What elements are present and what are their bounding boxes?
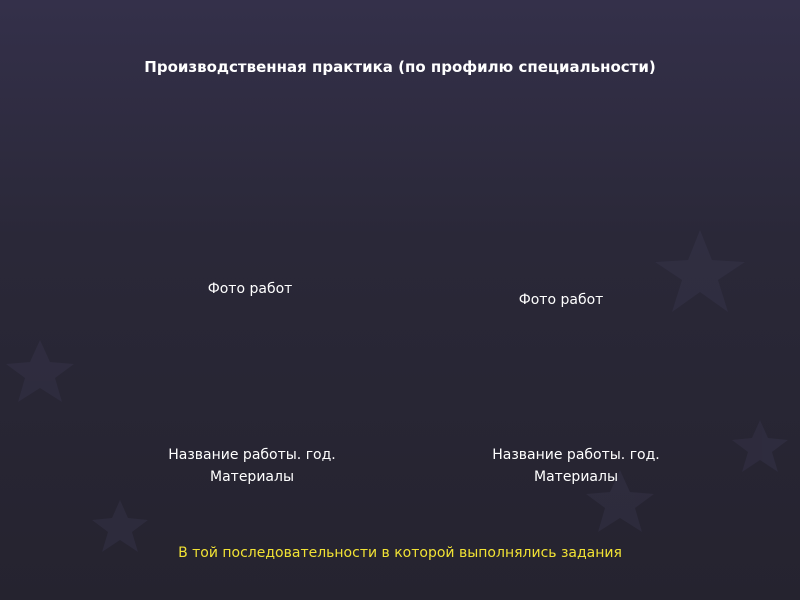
slide-title: Производственная практика (по профилю специальности)	[144, 58, 656, 76]
sequence-note: В той последовательности в которой выполнялись задания	[178, 545, 622, 561]
caption-materials-right: Материалы	[534, 469, 618, 485]
work-caption-left	[132, 444, 372, 488]
caption-title-left: Название работы. год.	[168, 447, 336, 463]
work-caption-right	[456, 444, 696, 488]
photo-placeholder-left: Фото работ	[207, 281, 293, 297]
photo-placeholder-right: Фото работ	[518, 292, 604, 308]
caption-materials-left: Материалы	[210, 469, 294, 485]
caption-title-right: Название работы. год.	[492, 447, 660, 463]
